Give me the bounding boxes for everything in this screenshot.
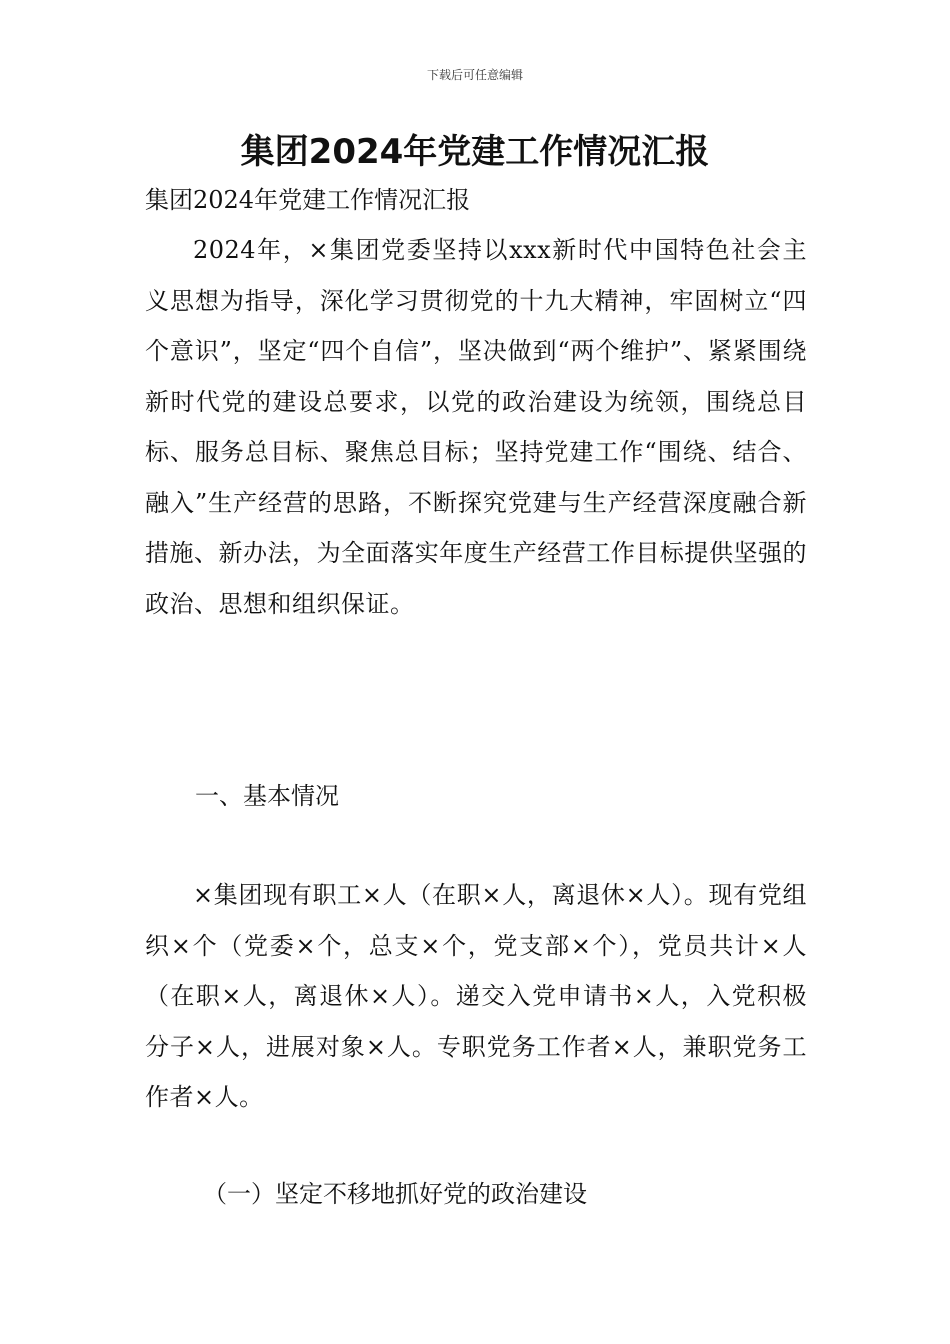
section-heading-basic-situation: 一、基本情况 — [195, 782, 339, 810]
subsection-heading-political-construction: （一）坚定不移地抓好党的政治建设 — [203, 1180, 587, 1208]
document-title: 集团2024年党建工作情况汇报 — [240, 132, 710, 172]
document-subtitle: 集团2024年党建工作情况汇报 — [145, 186, 471, 214]
page-header-note: 下载后可任意编辑 — [426, 68, 523, 82]
intro-paragraph: 2024年，×集团党委坚持以xxx新时代中国特色社会主义思想为指导，深化学习贯彻党的十九大精神，牢固树立“四个意识”，坚定“四个自信”，坚决做到“两个维护”、紧紧围绕新时代党的建设总要求，以党的政治建设为统领，围绕总目标、服务总目标、聚焦总目标；坚持党建工作“围绕、结合、融入”生产经营的思路，不断探究党建与生产经营深度融合新措施、新办法，为全面落实年度生产经营工作目标提供坚强的政治、思想和组织保证。 — [145, 236, 807, 618]
basic-situation-paragraph: ×集团现有职工×人（在职×人，离退休×人）。现有党组织×个（党委×个，总支×个，党支部×个），党员共计×人（在职×人，离退休×人）。递交入党申请书×人，入党积极分子×人，进展对象×人。专职党务工作者×人，兼职党务工作者×人。 — [145, 881, 807, 1111]
